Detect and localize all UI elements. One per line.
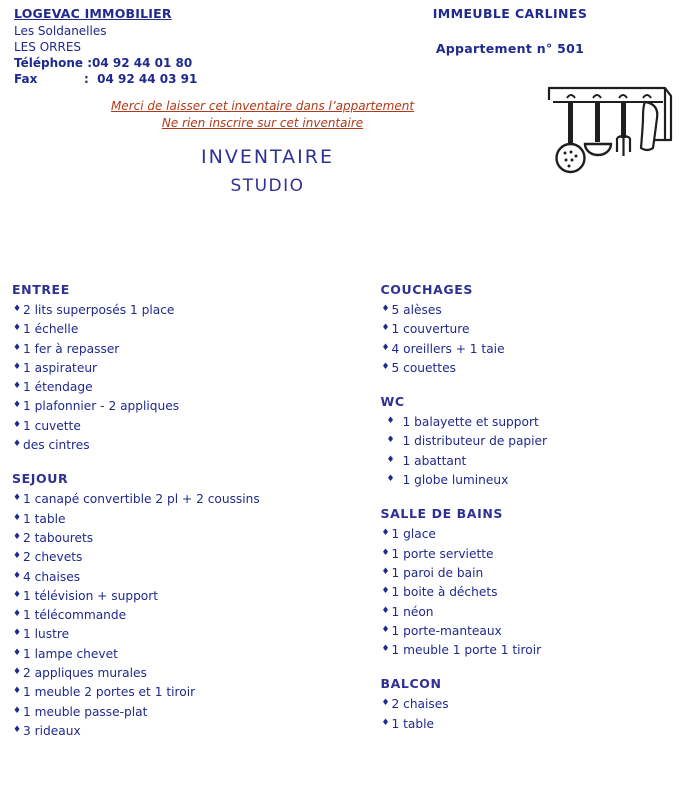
inventory-item-list <box>12 490 333 741</box>
list-item: ♦ 2 lits superposés 1 place <box>12 301 333 320</box>
section-title: ENTREE <box>12 282 70 297</box>
list-item: ♦ 5 alèses <box>381 301 676 320</box>
list-item: ♦ 1 abattant <box>381 452 676 471</box>
list-item: ♦ 1 table <box>12 510 333 529</box>
list-item: ♦ 1 meuble passe-plat <box>12 703 333 722</box>
list-item: ♦ 1 néon <box>381 603 676 622</box>
agency-phone <box>14 56 344 70</box>
list-item: ♦ 2 chevets <box>12 548 333 567</box>
inventory-section-balcon <box>381 676 676 734</box>
list-item: ♦ 1 plafonnier - 2 appliques <box>12 397 333 416</box>
list-item: ♦ 1 aspirateur <box>12 359 333 378</box>
list-item: ♦ 1 balayette et support <box>381 413 676 432</box>
list-item: ♦ 2 appliques murales <box>12 664 333 683</box>
list-item: ♦ 1 table <box>381 715 676 734</box>
list-item: ♦ 3 rideaux <box>12 722 333 741</box>
list-item: ♦ 1 télécommande <box>12 606 333 625</box>
inventory-section-wc <box>381 394 676 490</box>
list-item: ♦ 4 oreillers + 1 taie <box>381 340 676 359</box>
inventory-item-list <box>381 301 676 378</box>
inventory-section-sejour <box>12 471 333 741</box>
list-item: ♦ 2 tabourets <box>12 529 333 548</box>
list-item: ♦ 1 couverture <box>381 320 676 339</box>
list-item: ♦ 1 fer à repasser <box>12 340 333 359</box>
agency-phone-label: Téléphone : <box>14 56 93 70</box>
section-title: SEJOUR <box>12 471 69 487</box>
kitchen-utensils-icon <box>545 80 675 190</box>
building-name: IMMEUBLE CARLINES <box>432 6 588 21</box>
building-block <box>360 6 660 56</box>
list-item: ♦ 1 porte serviette <box>381 545 676 564</box>
list-item: ♦ 1 échelle <box>12 320 333 339</box>
list-item: ♦ 4 chaises <box>12 568 333 587</box>
list-item: ♦ 5 couettes <box>381 359 676 378</box>
inventory-section-entree <box>12 282 333 455</box>
agency-fax <box>14 72 344 86</box>
list-item: ♦ 1 distributeur de papier <box>381 432 676 451</box>
agency-phone-value: 04 92 44 01 80 <box>92 56 193 70</box>
list-item: ♦ des cintres <box>12 436 333 455</box>
inventory-item-list <box>381 413 676 490</box>
notice-keep-inventory: Merci de laisser cet inventaire dans l’appartement <box>110 99 415 113</box>
list-item: ♦ 1 lampe chevet <box>12 645 333 664</box>
inventory-item-list <box>381 695 676 734</box>
list-item: ♦ 1 étendage <box>12 378 333 397</box>
inventory-section-couchages <box>381 282 676 378</box>
inventory-section-salle-de-bains <box>381 506 676 660</box>
agency-name: LOGEVAC IMMOBILIER <box>14 6 172 21</box>
list-item: ♦ 1 canapé convertible 2 pl + 2 coussins <box>12 490 333 509</box>
inventory-columns <box>0 282 685 757</box>
section-title: WC <box>380 394 405 410</box>
inventory-item-list <box>12 301 333 455</box>
section-title: COUCHAGES <box>380 282 473 297</box>
inventory-item-list <box>381 525 676 660</box>
page-subtitle: STUDIO <box>230 176 305 196</box>
list-item: ♦ 1 lustre <box>12 625 333 644</box>
list-item: ♦ 2 chaises <box>381 695 676 714</box>
list-item: ♦ 1 paroi de bain <box>381 564 676 583</box>
list-item: ♦ 1 globe lumineux <box>381 471 676 490</box>
section-title: BALCON <box>380 676 442 692</box>
agency-address-line-2: LES ORRES <box>14 40 82 54</box>
agency-fax-label: Fax <box>14 72 38 86</box>
notice-do-not-write: Ne rien inscrire sur cet inventaire <box>161 116 364 130</box>
agency-address-line-1: Les Soldanelles <box>14 24 107 38</box>
list-item: ♦ 1 boite à déchets <box>381 583 676 602</box>
inventory-right-column <box>343 282 685 757</box>
apartment-number: Appartement n° 501 <box>435 41 585 56</box>
list-item: ♦ 1 meuble 2 portes et 1 tiroir <box>12 683 333 702</box>
inventory-left-column <box>0 282 343 757</box>
agency-fax-separator: : <box>84 72 89 86</box>
list-item: ♦ 1 porte-manteaux <box>381 622 676 641</box>
list-item: ♦ 1 télévision + support <box>12 587 333 606</box>
agency-block <box>14 6 344 88</box>
list-item: ♦ 1 glace <box>381 525 676 544</box>
section-title: SALLE DE BAINS <box>380 506 503 522</box>
list-item: ♦ 1 meuble 1 porte 1 tiroir <box>381 641 676 660</box>
agency-fax-value: 04 92 44 03 91 <box>97 72 198 86</box>
page-title: INVENTAIRE <box>201 146 334 168</box>
list-item: ♦ 1 cuvette <box>12 417 333 436</box>
